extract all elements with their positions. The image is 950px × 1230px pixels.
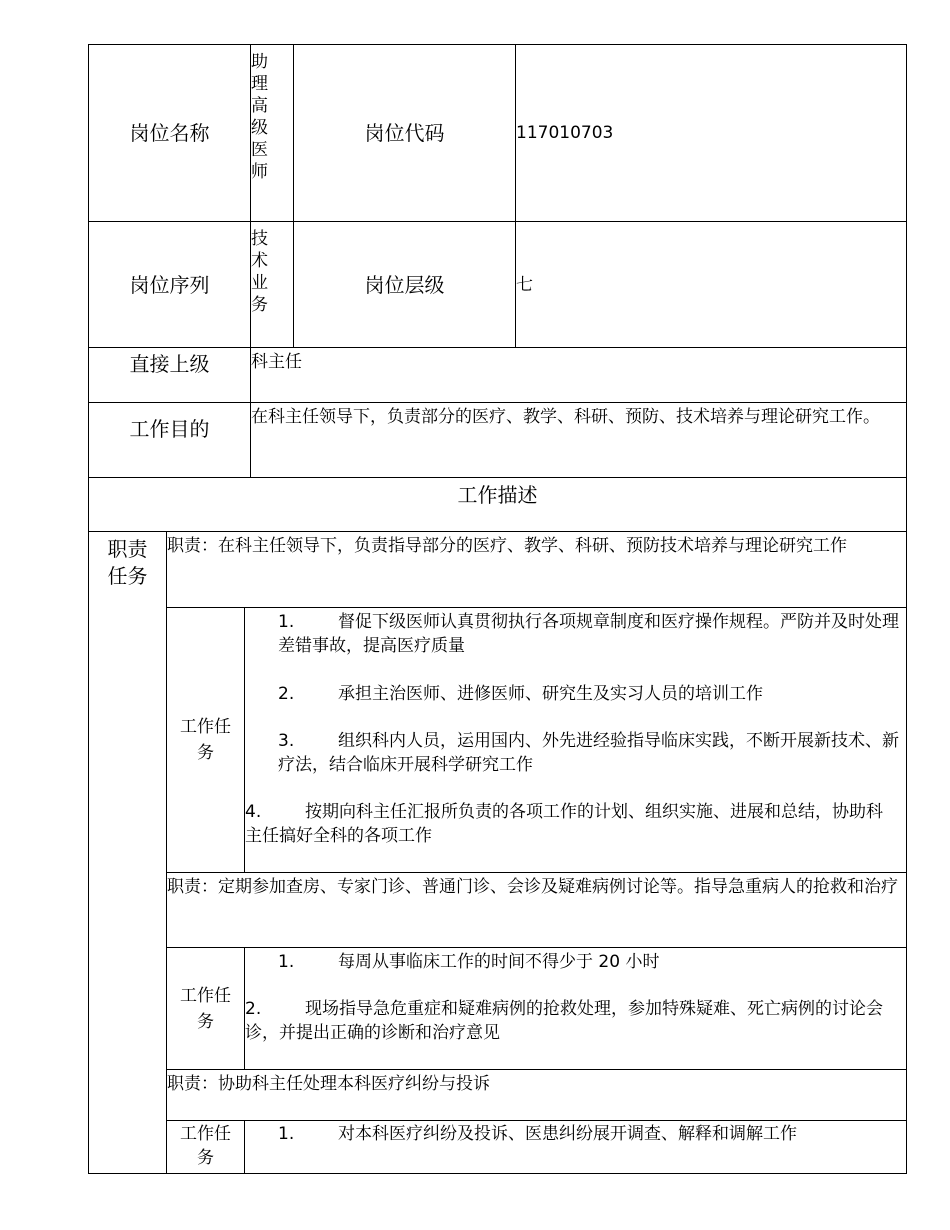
sequence-text: 技术业务 bbox=[251, 229, 268, 315]
supervisor-label: 直接上级 bbox=[88, 347, 251, 403]
duty-3-task-1 bbox=[278, 1122, 900, 1146]
position-code-label: 岗位代码 bbox=[293, 44, 516, 222]
duty-1-task-list bbox=[244, 607, 907, 873]
position-name-label: 岗位名称 bbox=[88, 44, 251, 222]
section-title: 工作描述 bbox=[88, 477, 907, 532]
duty-3-task-list bbox=[244, 1120, 907, 1174]
duty-2-text: 职责：定期参加查房、专家门诊、普通门诊、会诊及疑难病例讨论等。指导急重病人的抢救和治疗 bbox=[166, 872, 907, 948]
duty-1-task-1 bbox=[278, 610, 900, 658]
task-number: 4. bbox=[245, 802, 262, 822]
duty-2-task-1 bbox=[278, 950, 900, 974]
duty-3-task-label: 工作任务 bbox=[166, 1120, 245, 1174]
duty-2-task-label: 工作任务 bbox=[166, 947, 245, 1070]
task-text: 承担主治医师、进修医师、研究生及实习人员的培训工作 bbox=[338, 684, 763, 704]
level-text: 七 bbox=[516, 274, 533, 295]
position-code-text: 117010703 bbox=[516, 123, 614, 143]
duty-1-task-4 bbox=[245, 800, 885, 848]
task-text: 每周从事临床工作的时间不得少于 20 小时 bbox=[338, 952, 660, 972]
duty-column-label: 职责任务 bbox=[88, 531, 167, 1174]
task-text: 对本科医疗纠纷及投诉、医患纠纷展开调查、解释和调解工作 bbox=[338, 1124, 797, 1144]
purpose-label: 工作目的 bbox=[88, 402, 251, 478]
task-number: 1. bbox=[278, 612, 295, 632]
task-text: 现场指导急危重症和疑难病例的抢救处理，参加特殊疑难、死亡病例的讨论会诊，并提出正确的诊断和治疗意见 bbox=[245, 999, 883, 1043]
task-text: 督促下级医师认真贯彻执行各项规章制度和医疗操作规程。严防并及时处理差错事故，提高医疗质量 bbox=[278, 612, 899, 656]
duty-1-task-label: 工作任务 bbox=[166, 607, 245, 873]
duty-2-task-list bbox=[244, 947, 907, 1070]
supervisor-value: 科主任 bbox=[250, 347, 907, 403]
duty-1-task-2 bbox=[278, 682, 900, 706]
sequence-label: 岗位序列 bbox=[88, 221, 251, 348]
task-number: 2. bbox=[278, 684, 295, 704]
purpose-value: 在科主任领导下，负责部分的医疗、教学、科研、预防、技术培养与理论研究工作。 bbox=[250, 402, 907, 478]
level-value bbox=[515, 221, 907, 348]
duty-1-text: 职责：在科主任领导下，负责指导部分的医疗、教学、科研、预防技术培养与理论研究工作 bbox=[166, 531, 907, 608]
task-number: 3. bbox=[278, 731, 295, 751]
task-number: 2. bbox=[245, 999, 262, 1019]
sequence-value bbox=[250, 221, 294, 348]
task-text: 按期向科主任汇报所负责的各项工作的计划、组织实施、进展和总结，协助科主任搞好全科的各项工作 bbox=[245, 802, 883, 846]
position-name-text: 助理高级医师 bbox=[251, 52, 268, 182]
level-label: 岗位层级 bbox=[293, 221, 516, 348]
position-code-value bbox=[515, 44, 907, 222]
duty-2-task-2 bbox=[245, 997, 890, 1045]
position-name-value bbox=[250, 44, 294, 222]
task-number: 1. bbox=[278, 952, 295, 972]
task-number: 1. bbox=[278, 1124, 295, 1144]
duty-3-text: 职责：协助科主任处理本科医疗纠纷与投诉 bbox=[166, 1069, 907, 1121]
task-text: 组织科内人员，运用国内、外先进经验指导临床实践，不断开展新技术、新疗法，结合临床开展科学研究工作 bbox=[278, 731, 899, 775]
duty-1-task-3 bbox=[278, 729, 900, 777]
